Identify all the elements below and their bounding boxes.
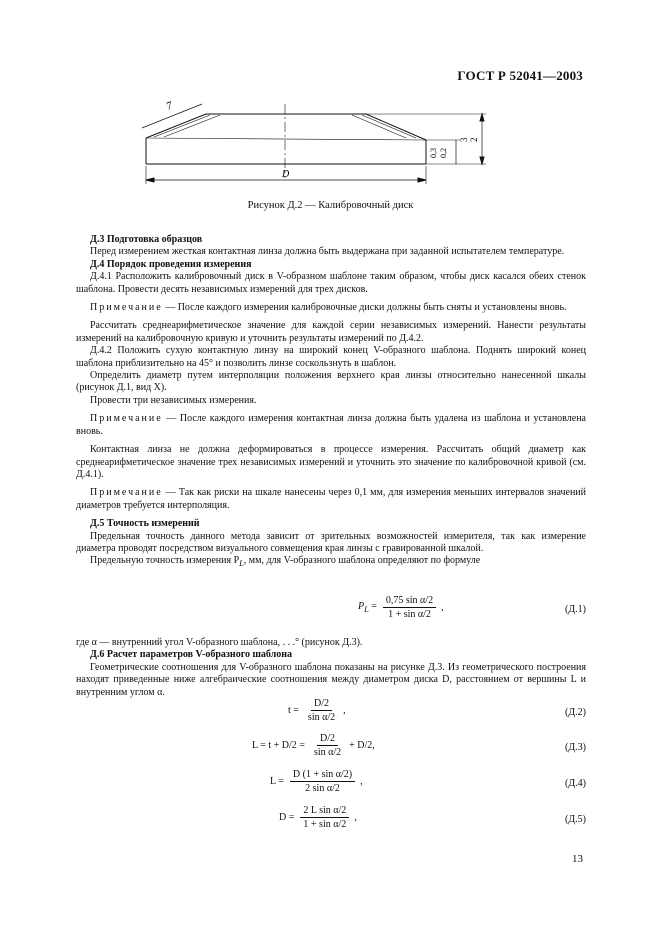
equation-d5: D = $\frac{\text{2 L sin α/2}}{\text{1 + sin α/2}}$ , (Д.5) [279, 805, 586, 830]
equation-number: (Д.1) [565, 604, 586, 615]
equation-d1: $P_L$ = $\frac{\text{0,75 sin α/2}}{\text{1 + sin α/2}}$ , (Д.1) [358, 595, 586, 620]
equation-d4: L = $\frac{\text{D (1 + sin α/2)}}{\text{2 sin α/2}}$ , (Д.4) [270, 769, 586, 794]
note-text: — После каждого измерения калибровочные диски должны быть сняты и установлены вновь. [162, 302, 567, 314]
paragraph: Предельная точность данного метода зависит от зрительных возможностей измерителя, так как измерение диаметра проводят посредством визуального совмещения края линзы с гравированной шкалой. [76, 530, 586, 554]
outer-height-label-a: 3 [459, 137, 469, 142]
fraction: $\frac{\text{2 L sin α/2}}{\text{1 + sin α/2}}$ [300, 805, 349, 830]
note-paragraph [76, 487, 586, 512]
slant-label: 7 [164, 99, 175, 113]
body-text-block-2 [76, 637, 586, 699]
note-paragraph [76, 302, 586, 314]
body-text-block [76, 234, 586, 571]
paragraph: Д.4.2 Положить сухую контактную линзу на широкий конец V-образного шаблона. Поднять широкий конец шаблона приблизительно на 45° и позволить линзе соскользнуть в шаблон. [76, 345, 586, 369]
paragraph: Геометрические соотношения для V-образного шаблона показаны на рисунке Д.3. Из геометрического построения находят приведенные ниже алгебраические соотношения между диаметром диска D, расстоянием от вершины L и внутренним углом α. [76, 661, 586, 698]
fraction: $\frac{D/2}{\text{sin α/2}}$ [307, 698, 336, 723]
fraction: $\frac{D/2}{\text{sin α/2}}$ [313, 733, 342, 758]
equation-d3: L = t + D/2 = $\frac{D/2}{\text{sin α/2}}$ + D/2, (Д.3) [252, 733, 586, 758]
paragraph: Контактная линза не должна деформироваться в процессе измерения. Рассчитать общий диаметр как среднеарифметическое значение трех независимых измерений и уточнить это значение по калибровочной кривой (см. Д.4.1). [76, 444, 586, 480]
equation-d2: t = $\frac{D/2}{\text{sin α/2}}$ , (Д.2) [288, 698, 586, 723]
calibration-disc-figure [140, 98, 500, 190]
paragraph: Перед измерением жесткая контактная линза должна быть выдержана при заданной испытателем температуре. [90, 246, 565, 258]
paragraph: Провести три независимых измерения. [90, 394, 257, 406]
figure-caption: Рисунок Д.2 — Калибровочный диск [247, 200, 414, 211]
paragraph: Д.4.1 Расположить калибровочный диск в V-образном шаблоне таким образом, чтобы диск касался обеих стенок шаблона. Провести десять независимых измерений для трех дисков. [76, 271, 586, 295]
disc-inner-line [146, 138, 426, 140]
equation-number: (Д.4) [565, 778, 586, 789]
paragraph: Рассчитать среднеарифметическое значение для каждой серии независимых измерений. Нанести результаты измерений на калибровочную кривую и уточнить результаты измерений по Д.4.2. [76, 320, 586, 344]
equation-number: (Д.5) [565, 814, 586, 825]
standard-code-header: ГОСТ Р 52041—2003 [457, 68, 583, 83]
fraction: $\frac{\text{D (1 + sin α/2)}}{\text{2 sin α/2}}$ [290, 769, 355, 794]
note-label: Примечание [90, 302, 163, 314]
paragraph: где α — внутренний угол V-образного шаблона, . . .° (рисунок Д.3). [76, 637, 363, 648]
paragraph: Предельную точность измерения $P_L$, мм, для V-образного шаблона определяют по формуле [90, 555, 481, 569]
section-heading-d4: Д.4 Порядок проведения измерения [90, 258, 252, 270]
diameter-label: D [282, 169, 290, 180]
page-number: 13 [572, 853, 583, 865]
equation-number: (Д.3) [565, 742, 586, 753]
inner-height-label-b: 0,2 [439, 148, 448, 158]
note-paragraph [76, 413, 586, 438]
section-heading-d5: Д.5 Точность измерений [90, 518, 200, 530]
note-text: — Так как риски на шкале нанесены через 0,1 мм, для измерения меньших интервалов значений диаметров требуется интерполяция. [76, 487, 586, 511]
section-heading-d6: Д.6 Расчет параметров V-образного шаблона [90, 649, 293, 661]
inner-height-label-a: 0,3 [429, 148, 438, 158]
note-label: Примечание [90, 413, 163, 425]
section-heading-d3: Д.3 Подготовка образцов [90, 234, 203, 245]
paragraph: Определить диаметр путем интерполяции положения верхнего края линзы относительно нанесенной шкалы (рисунок Д.1, вид X). [76, 370, 586, 394]
note-text: — После каждого измерения контактная линза должна быть удалена из шаблона и установлена вновь. [76, 413, 586, 437]
equation-number: (Д.2) [565, 707, 586, 718]
outer-height-label-b: 2 [469, 137, 479, 142]
note-label: Примечание [90, 487, 163, 499]
fraction: $\frac{\text{0,75 sin α/2}}{\text{1 + sin α/2}}$ [383, 595, 436, 620]
